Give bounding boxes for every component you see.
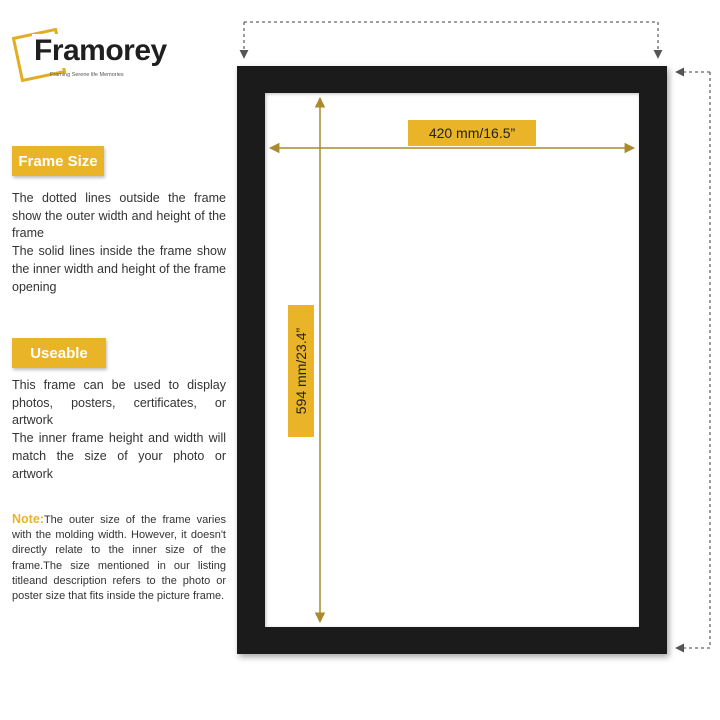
inner-height-label-box — [288, 305, 314, 437]
note-label: Note: — [12, 512, 44, 526]
frame-size-heading: Frame Size — [12, 146, 104, 176]
useable-line-1: This frame can be used to display photos, posters, certificates, or artwork — [12, 378, 226, 428]
inner-width-label: 420 mm/16.5” — [408, 120, 536, 146]
frame-size-line-2: The solid lines inside the frame show the inner width and height of the frame opening — [12, 244, 226, 294]
frame-size-line-1: The dotted lines outside the frame show the outer width and height of the frame — [12, 191, 226, 241]
inner-height-label: 594 mm/23.4” — [293, 327, 309, 415]
note-text: The outer size of the frame varies with the molding width. However, it doesn't directly relate to the inner size of the frame.The size mentioned in our listing titleand description refers to the photo or poster size that fits inside the picture frame. — [12, 514, 226, 603]
useable-heading: Useable — [12, 338, 106, 368]
outer-width-arrow — [244, 22, 658, 58]
logo-tagline: Framing Serene life Memories — [50, 72, 124, 78]
logo-wordmark: Framorey — [34, 34, 167, 67]
outer-height-arrow — [676, 72, 710, 648]
useable-line-2: The inner frame height and width will match the size of your photo or artwork — [12, 431, 226, 481]
